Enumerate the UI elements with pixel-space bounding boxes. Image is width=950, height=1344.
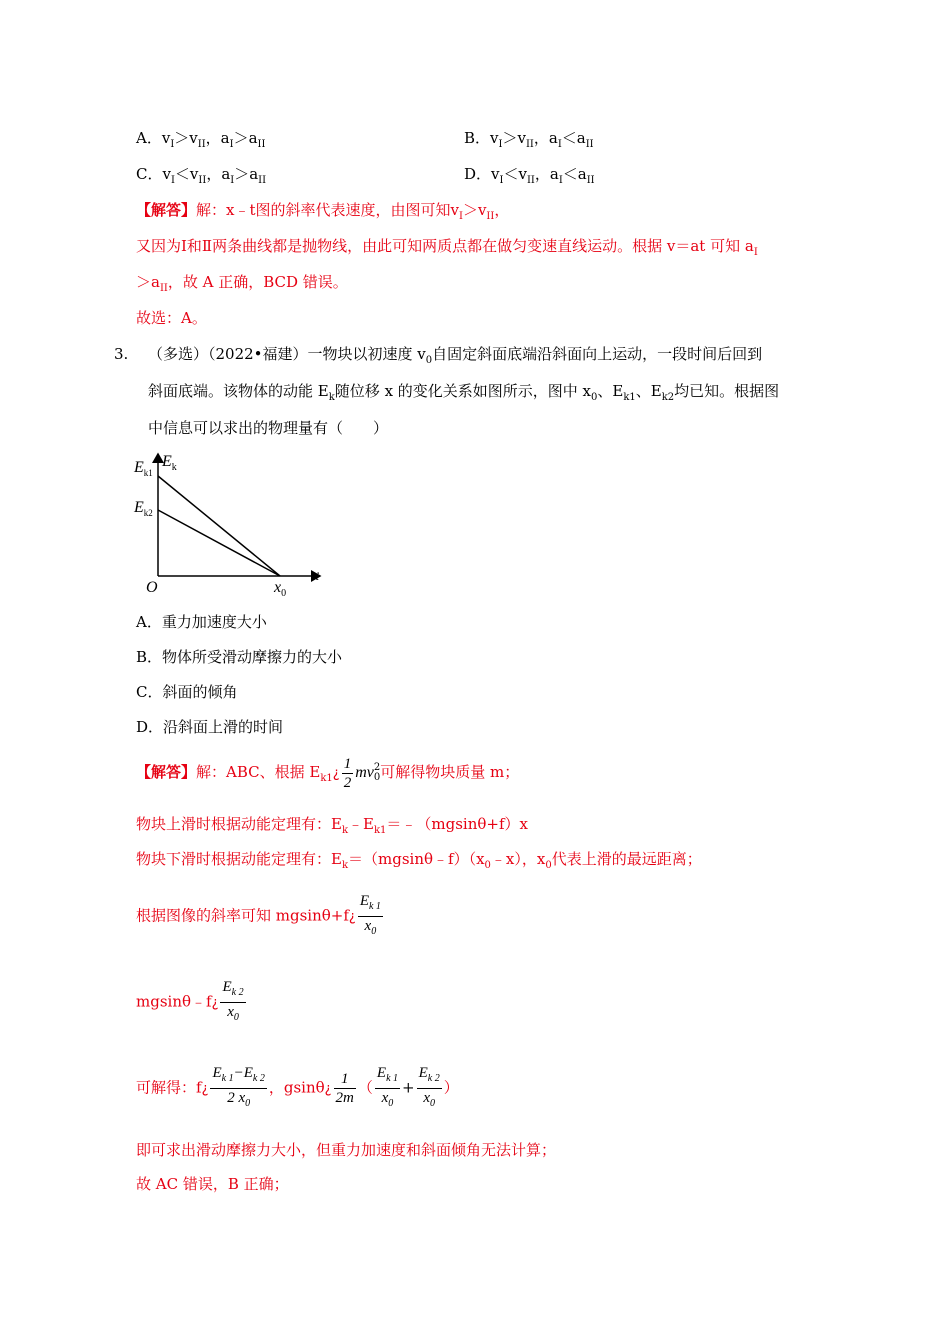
question-line-1: （多选）（2022•福建）一物块以初速度 $v_0$自固定斜面底端沿斜面向上运动，一段时间后回到 [148,345,763,366]
answer-line-2: 又因为Ⅰ和Ⅱ两条曲线都是抛物线，由此可知两质点都在做匀变速直线运动。根据 v＝at 可知 $a_I$ [136,237,758,258]
x0-label: $x_0$ [274,579,287,599]
ek2-label: $E_{k2}$ [134,499,153,518]
option-c: C．$v_I<v_{II}$，$a_I>a_{II}$ [136,165,267,186]
option-b: B．$v_I>v_{II}$，$a_I<a_{II}$ [464,129,594,150]
ek-x-graph [126,448,336,600]
q3-option-d: D．沿斜面上滑的时间 [136,718,284,736]
ek-axis-label: $E_k$ [162,453,177,473]
question-line-3: 中信息可以求出的物理量有（ ） [148,419,389,437]
origin-label: O [146,579,158,596]
q3-answer-line-5: mgsinθ﹣f¿ $\frac{E_{k 2}}{x_0}$ [136,979,244,1023]
q3-answer-line-1: 【解答】解：ABC、根据 $E_{k1}¿$ $\frac{1}{2}$ mv 2 0 可解得物块质量 m； [136,755,520,791]
option-a: A．$v_I>v_{II}$，$a_I>a_{II}$ [136,129,266,150]
question-number: 3. [114,345,129,363]
ek1-line [158,476,280,576]
q3-option-c: C．斜面的倾角 [136,683,238,701]
option-d: D．$v_I<v_{II}$，$a_I<a_{II}$ [464,165,595,186]
answer-line-4: 故选：A。 [136,309,207,327]
answer-line-1: 【解答】解：x﹣t图的斜率代表速度，由图可知$v_I>v_{II}$， [136,201,510,222]
question-line-2: 斜面底端。该物体的动能 $E_k$随位移 x 的变化关系如图所示，图中 $x_0$、$E_{k1}$、$E_{k2}$均已知。根据图 [148,382,780,403]
ek1-label: $E_{k1}$ [134,459,153,478]
x-axis-label: x [312,567,320,584]
q3-answer-line-7: 即可求出滑动摩擦力大小，但重力加速度和斜面倾角无法计算； [136,1141,557,1159]
q3-answer-line-3: 物块下滑时根据动能定理有：$E_k=(mgsin\theta﹣f)(x_0﹣x)$，$x_0$代表上滑的最远距离； [136,850,702,871]
answer-line-3: $>a_{II}$，故 A 正确，BCD 错误。 [136,273,348,294]
q3-option-a: A．重力加速度大小 [136,613,267,631]
q3-answer-line-6: 可解得：f¿ $\frac{E_{k 1}-E_{k 2}}{2 x_0}$ ，gsinθ¿ $\frac{1}{2m}$ （ $\frac{E_{k 1}}{x_0}$ + $\frac{E_{k 2}}{x_0}$ ） [136,1065,459,1109]
q3-answer-line-4: 根据图像的斜率可知 mgsinθ+f¿ $\frac{E_{k 1}}{x_0}$ [136,893,381,937]
q3-option-b: B．物体所受滑动摩擦力的大小 [136,648,343,666]
q3-answer-line-8: 故 AC 错误，B 正确； [136,1175,289,1193]
ek2-line [158,510,280,576]
q3-answer-line-2: 物块上滑时根据动能定理有：$E_k﹣E_{k1}=﹣(mgsin\theta+f)x$ [136,815,528,836]
